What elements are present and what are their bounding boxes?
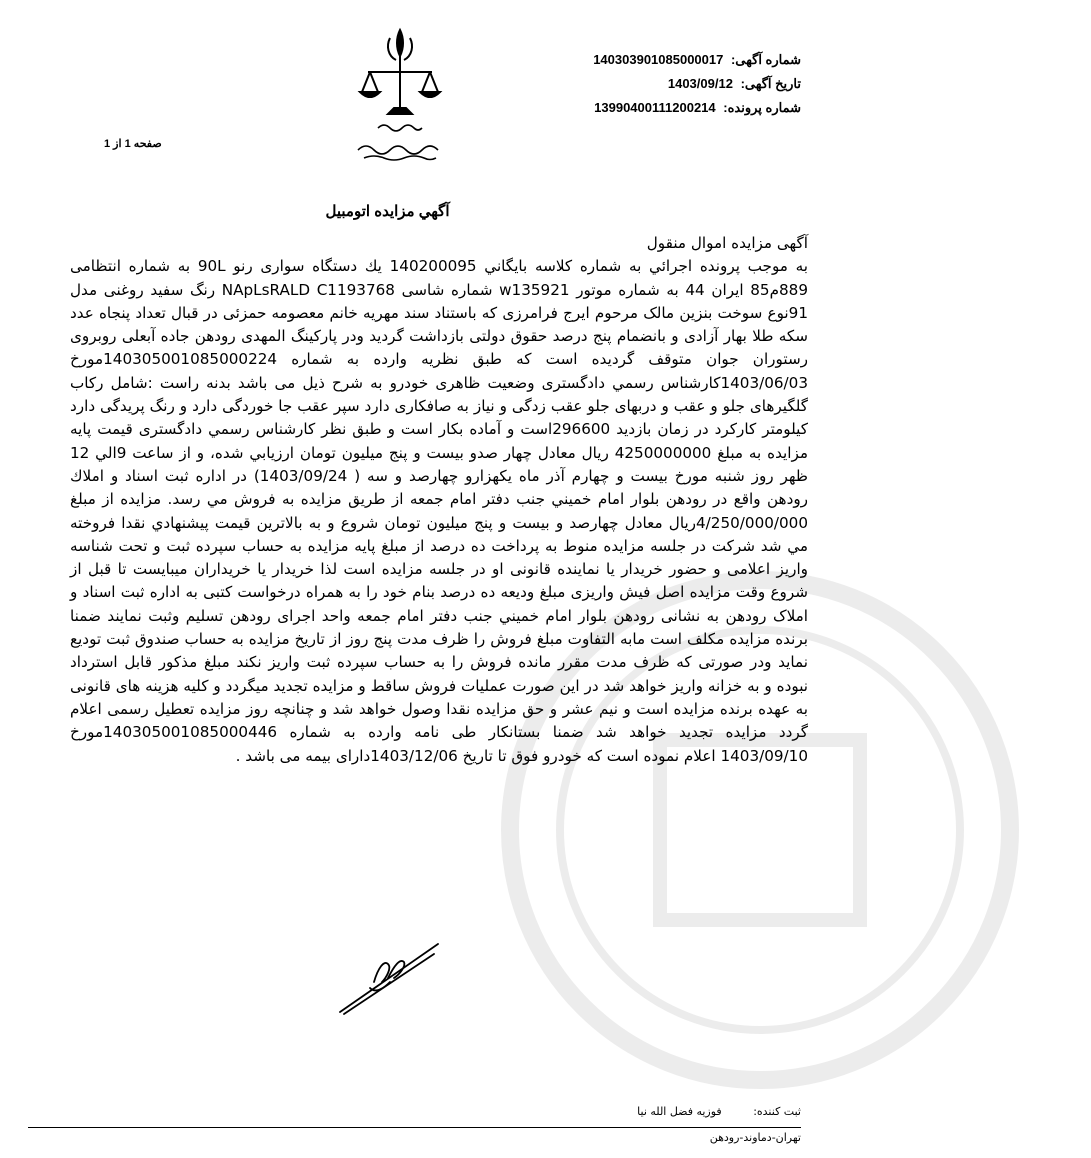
registrant-name: فوزيه فضل الله نيا (637, 1105, 722, 1118)
registrant-label: ثبت كننده: (753, 1105, 801, 1118)
body-subtitle: آگهی مزایده اموال منقول (646, 234, 808, 252)
location-line: تهران-دماوند-رودهن (709, 1131, 801, 1144)
page-number: صفحه 1 از 1 (104, 138, 162, 150)
file-number-row (593, 96, 801, 120)
judiciary-emblem (340, 26, 460, 166)
registrant-line (637, 1105, 801, 1118)
document-title: آگهي مزايده اتومبيل (325, 203, 450, 220)
body-paragraph-1: به موجب پرونده اجرائي به شماره كلاسه بايگاني 140200095 يك دستگاه سواری رنو 90L به شماره انتظامی 889م85 ايران 44 به شماره موتور w135921 شماره شاسی NApLsRALD C1193768 رنگ سفيد روغنی مدل 91نوع سوخت بنزين مالک مرحوم ايرج فرامرزی که باستناد سند مهريه خانم معصومه حمزئی در قبال تعداد پنجاه عدد سکه طلا بهار آزادی و بانضمام پنج درصد حقوق دولتی بازداشت گرديد ودر پارکينگ المهدی رودهن جاده آبعلی روبروی رستوران جوان متوقف گرديده است که طبق نظريه وارده به شماره (70, 257, 809, 369)
notice-number-label: شماره آگهی: (730, 52, 801, 67)
notice-date-label: تاریخ آگهی: (740, 76, 801, 91)
file-number: 13990400111200214 (594, 100, 716, 115)
body-paragraph-3: 1403/09/24) در اداره ثبت اسناد و املاك رودهن واقع در رودهن بلوار امام خميني جنب دفتر امام جمعه از طريق مزايده به فروش مي رسد. مزايده از مبلغ 4/250/000/000ريال معادل چهارصد و بيست و پنج ميليون تومان شروع و به بالاترين قيمت پيشنهادي نقدا فروخته مي شد شركت در جلسه مزايده منوط به پرداخت ده درصد از مبلغ پايه مزايده به حساب سپرده ثبت و تحت شناسه واريز اعلامی و حضور خريدار يا نماينده قانونی او در جلسه مزايده است لذا خريدار يا خريداران ميبايست تا قبل از شروع وقت مزايده اصل فيش واريزی مبلغ وديعه ده درصد بنام خود را به همراه درخواست کتبی به اداره ثبت اسناد و املاک رودهن به نشانی رودهن بلوار امام خميني جنب دفتر امام جمعه واحد اجرای رودهن تسليم وثبت نمايند ضمنا برنده مزايده مکلف است مابه التفاوت مبلغ فروش را ظرف مدت پنج روز از تاريخ مزايده به حساب صندوق ثبت توديع نمايد ودر صورتی که ظرف مدت مقرر مانده فروش را به حساب سپرده ثبت واريز نکند مبلغ مذکور قابل استرداد نبوده و به خزانه واريز خواهد شد در اين صورت عمليات فروش ساقط و مزايده تجديد ميگردد و کليه هزينه های قانونی به عهده برنده مزايده است و نيم عشر و حق مزايده نقدا وصول خواهد شد و چنانچه روز مزايده تعطيل رسمی اعلام گردد مزايده تجديد خواهد شد ضمنا بستانکار طی نامه وارده به شماره 140305001085000446مورخ 1403/09/10 اعلام نموده است که خودرو فوق تا تاريخ 1403/12/06دارای بيمه می باشد . (70, 466, 808, 765)
notice-date-row (593, 72, 801, 96)
document-body (70, 232, 808, 768)
notice-number: 140303901085000017 (593, 52, 724, 67)
file-number-label: شماره پرونده: (723, 100, 801, 115)
scales-of-justice-icon (340, 26, 460, 166)
notice-meta (593, 48, 801, 120)
notice-number-row (593, 48, 801, 72)
signature (334, 938, 444, 1018)
notice-date: 1403/09/12 (667, 76, 733, 91)
footer-divider (28, 1127, 801, 1128)
body-paragraph-2: 140305001085000224مورخ 1403/06/03کارشناس رسمي دادگستری وضعيت ظاهری خودرو به شرح ذيل می باشد بدنه راست :شامل رکاب گلگيرهای جلو و عقب و دربهای جلو عقب زدگی و نياز به صافکاری دارد سپر عقب جا خوردگی دارد و رنگ پريدگی دارد کيلومتر کارکرد در زمان بازديد 296600است و آماده بکار است و طبق نظر کارشناس رسمي دادگستری قيمت پايه مزايده به مبلغ 4250000000 ريال معادل چهار صدو بيست و پنج ميليون تومان ارزيابي شده، و از ساعت 9الي 12 ظهر روز شنبه مورخ بيست و چهارم آذر ماه يکهزارو چهارصد و سه ( (70, 350, 808, 485)
